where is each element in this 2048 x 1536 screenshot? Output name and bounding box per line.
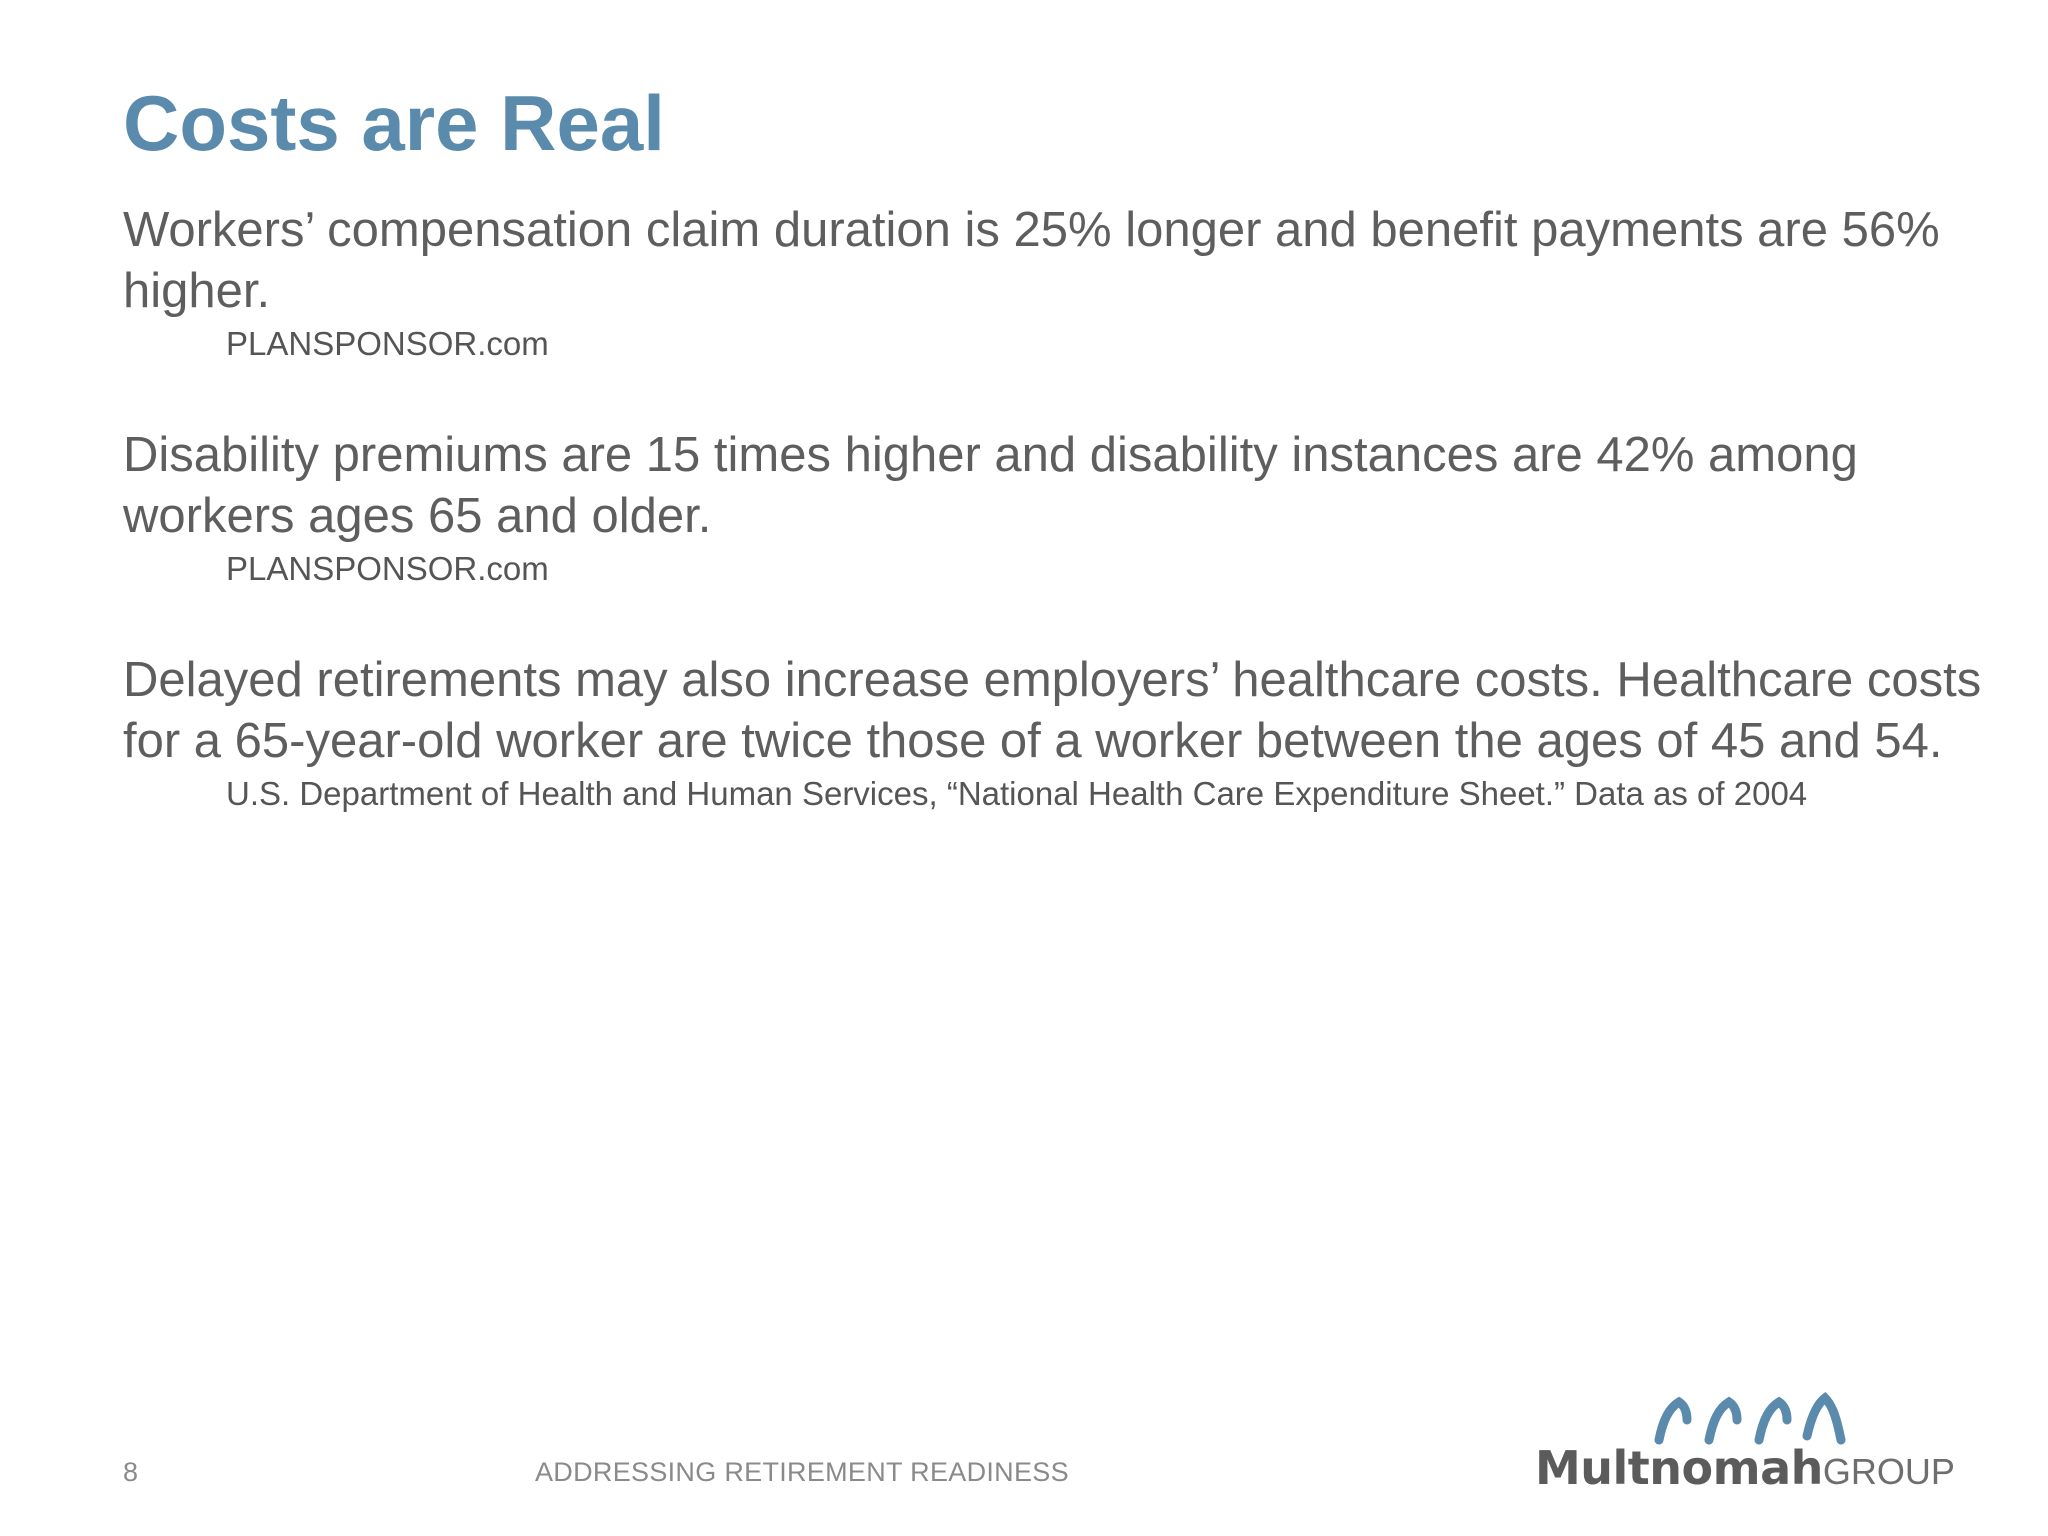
- slide-title: Costs are Real: [123, 79, 665, 167]
- statement-block: [123, 650, 1983, 816]
- footer-title: ADDRESSING RETIREMENT READINESS: [535, 1457, 1069, 1487]
- statement-text: Workers’ compensation claim duration is 25% longer and benefit payments are 56% higher.: [123, 203, 1940, 318]
- company-logo: [1535, 1390, 1955, 1500]
- waves-logo-icon: [1647, 1390, 1847, 1446]
- statement-text: Disability premiums are 15 times higher and disability instances are 42% among workers ages 65 and older.: [123, 428, 1858, 543]
- logo-name: Multnomah: [1535, 1441, 1823, 1495]
- logo-wordmark: [1535, 1440, 1955, 1500]
- source-citation: PLANSPONSOR.com: [226, 325, 549, 362]
- source-citation: PLANSPONSOR.com: [226, 550, 549, 587]
- statement-block: [123, 200, 1983, 366]
- statement-text: Delayed retirements may also increase employers’ healthcare costs. Healthcare costs for a 65-year-old worker are twice those of a worker between the ages of 45 and 54.: [123, 653, 1982, 768]
- statement-block: [123, 425, 1983, 591]
- page-number: 8: [123, 1457, 139, 1487]
- logo-suffix: GROUP: [1822, 1451, 1955, 1492]
- source-citation: U.S. Department of Health and Human Services, “National Health Care Expenditure Sheet.” Data as of 2004: [226, 775, 1808, 812]
